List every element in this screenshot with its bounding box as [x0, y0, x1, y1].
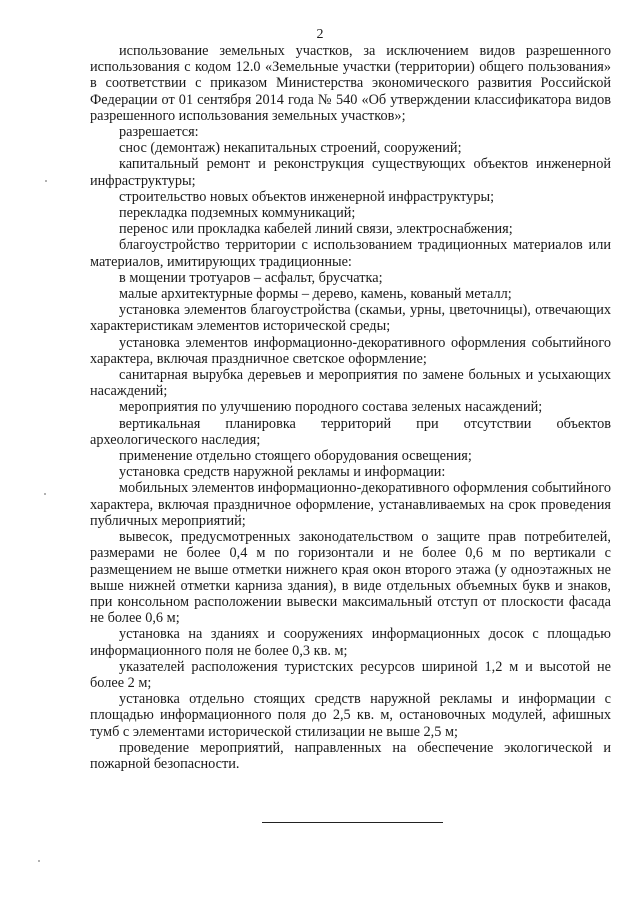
- paragraph-green-plantings: мероприятия по улучшению породного состава зеленых насаждений;: [119, 399, 543, 416]
- paragraph-small-architectural-forms: малые архитектурные формы – дерево, камень, кованый металл;: [119, 286, 512, 303]
- paragraph-advertising-heading: установка средств наружной рекламы и информации:: [119, 464, 446, 481]
- paragraph-ecological-safety: проведение мероприятий, направленных на обеспечение экологической и пожарной безопасности.: [90, 739, 611, 772]
- paragraph-event-decoration: установка элементов информационно-декоративного оформления событийного характера, включая праздничное светское оформление;: [90, 334, 611, 367]
- paragraph-improvement-elements: установка элементов благоустройства (скамьи, урны, цветочницы), отвечающих характеристикам элементов исторической среды;: [90, 302, 611, 335]
- paragraph-signboards: вывесок, предусмотренных законодательством о защите прав потребителей, размерами не более 0,4 м по горизонтали и не более 0,6 м по вертикали с размещением не выше отметки нижнего края окон второго этажа (у одноэтажных не выше нижней отметки карниза здания), в виде отдельных объемных букв и знаков, при консольном расположении вывески максимальный отступ от плоскости фасада не более 0,6 м;: [90, 529, 611, 627]
- paragraph-capital-repair: капитальный ремонт и реконструкция существующих объектов инженерной инфраструктуры;: [90, 156, 611, 189]
- paragraph-permitted-heading: разрешается:: [119, 124, 199, 141]
- paragraph-cables: перенос или прокладка кабелей линий связи, электроснабжения;: [119, 221, 513, 238]
- paragraph-freestanding-advertising: установка отдельно стоящих средств наружной рекламы и информации с площадью информационного поля до 2,5 кв. м, остановочных модулей, афишных тумб с элементами исторической стилизации не выше 2,5 м;: [90, 691, 611, 740]
- paragraph-sanitary-felling: санитарная вырубка деревьев и мероприятия по замене больных и усыхающих насаждений;: [90, 367, 611, 400]
- paragraph-mobile-elements: мобильных элементов информационно-декоративного оформления событийного характера, включая праздничное оформление, устанавливаемых на срок проведения публичных мероприятий;: [90, 480, 611, 529]
- paragraph-paving: в мощении тротуаров – асфальт, брусчатка;: [119, 269, 383, 286]
- scan-speck: [45, 180, 47, 182]
- paragraph-land-use-exception: использование земельных участков, за исключением видов разрешенного использования с кодом 12.0 «Земельные участки (территории) общего пользования» в соответствии с приказом Министерства экономического развития Российской Федерации от 01 сентября 2014 года № 540 «Об утверждении классификатора видов разрешенного использования земельных участков»;: [90, 43, 611, 124]
- paragraph-vertical-planning: вертикальная планировка территорий при отсутствии объектов археологического наследия;: [90, 415, 611, 448]
- paragraph-info-boards: установка на зданиях и сооружениях информационных досок с площадью информационного поля не более 0,3 кв. м;: [90, 626, 611, 659]
- scan-speck: [44, 493, 46, 495]
- paragraph-underground-utilities: перекладка подземных коммуникаций;: [119, 205, 356, 222]
- paragraph-lighting: применение отдельно стоящего оборудования освещения;: [119, 448, 472, 465]
- paragraph-new-infrastructure: строительство новых объектов инженерной инфраструктуры;: [119, 188, 495, 205]
- end-of-text-rule: [262, 822, 443, 823]
- scan-speck: [38, 860, 40, 862]
- paragraph-demolition: снос (демонтаж) некапитальных строений, сооружений;: [119, 140, 462, 157]
- paragraph-landscaping: благоустройство территории с использованием традиционных материалов или материалов, имитирующих традиционные:: [90, 237, 611, 270]
- paragraph-tourist-signs: указателей расположения туристских ресурсов шириной 1,2 м и высотой не более 2 м;: [90, 658, 611, 691]
- document-body: [90, 43, 611, 772]
- page-number: 2: [316, 27, 324, 42]
